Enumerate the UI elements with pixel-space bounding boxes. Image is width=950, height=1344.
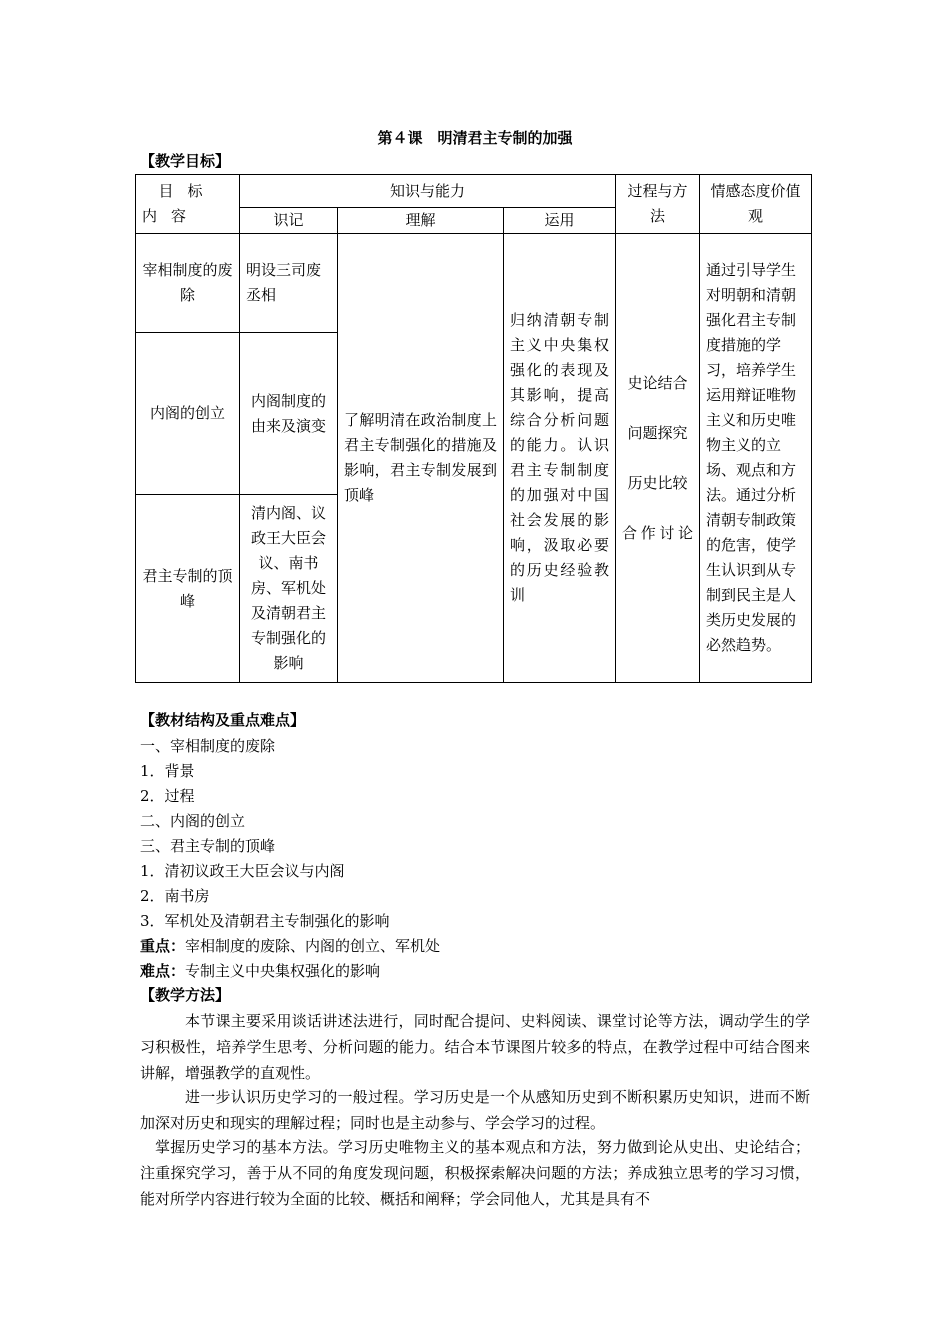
list-item: 3．军机处及清朝君主专制强化的影响: [140, 912, 390, 930]
list-item: 2．过程: [140, 787, 195, 805]
emotion-cell: 通过引导学生对明朝和清朝强化君主专制度措施的学习，培养学生运用辩证唯物主义和历史唯物主义的立场、观点和方法。通过分析清朝专制政策的危害，使学生认识到从专制到民主是人类历史发展的必然趋势。: [700, 234, 812, 683]
process-item: 历史比较: [627, 473, 688, 492]
section-heading-structure: 【教材结构及重点难点】: [140, 711, 306, 729]
difficult-points-text: 专制主义中央集权强化的影响: [185, 962, 381, 980]
understand-cell: 了解明清在政治制度上君主专制强化的措施及影响，君主专制发展到顶峰: [338, 234, 504, 683]
key-points-text: 宰相制度的废除、内阁的创立、军机处: [185, 937, 441, 955]
list-item: 三、君主专制的顶峰: [140, 837, 276, 855]
row-topic: 君主专制的顶峰: [136, 495, 240, 683]
header-knowledge: 知识与能力: [240, 175, 616, 208]
key-points: [140, 934, 440, 959]
method-paragraph: 本节课主要采用谈话讲述法进行，同时配合提问、史料阅读、课堂讨论等方法，调动学生的学习积极性，培养学生思考、分析问题的能力。结合本节课图片较多的特点，在教学过程中可结合图来讲解，增强教学的直观性。: [140, 1012, 810, 1082]
list-item: 1．背景: [140, 762, 195, 780]
list-item: 二、内阁的创立: [140, 812, 246, 830]
section-heading-method: 【教学方法】: [140, 986, 231, 1004]
section-heading-goals: 【教学目标】: [140, 152, 231, 170]
method-paragraph: 进一步认识历史学习的一般过程。学习历史是一个从感知历史到不断积累历史知识，进而不断加深对历史和现实的理解过程；同时也是主动参与、学会学习的过程。: [140, 1088, 810, 1132]
row-topic: 宰相制度的废除: [136, 234, 240, 333]
outline-list: [140, 734, 440, 984]
header-process: 过程与方法: [616, 175, 700, 234]
difficult-points: [140, 959, 440, 984]
process-cell: [616, 234, 700, 683]
corner-label-content: 内容: [142, 207, 201, 225]
row-recall: 内阁制度的由来及演变: [240, 333, 338, 495]
header-recall: 识记: [240, 208, 338, 234]
row-topic: 内阁的创立: [136, 333, 240, 495]
method-paragraph: 掌握历史学习的基本方法。学习历史唯物主义的基本观点和方法，努力做到论从史出、史论结合；注重探究学习，善于从不同的角度发现问题，积极探索解决问题的方法；养成独立思考的学习习惯，能对所学内容进行较为全面的比较、概括和阐释；学会同他人，尤其是具有不: [140, 1138, 810, 1208]
process-item: 史论结合: [627, 373, 688, 392]
key-points-label: 重点：: [140, 937, 186, 955]
header-understand: 理解: [338, 208, 504, 234]
process-item: 合作讨论: [622, 523, 694, 542]
corner-label-goal: 目标: [158, 182, 217, 200]
goals-table: [135, 174, 812, 683]
table-corner-cell: [136, 175, 240, 234]
apply-cell: 归纳清朝专制主义中央集权强化的表现及其影响，提高综合分析问题的能力。认识君主专制制度的加强对中国社会发展的影响，汲取必要的历史经验教训: [504, 234, 616, 683]
list-item: 2．南书房: [140, 887, 210, 905]
page-title: 第４课 明清君主专制的加强: [377, 129, 573, 147]
process-item: 问题探究: [627, 423, 688, 442]
row-recall: 明设三司废丞相: [240, 234, 338, 333]
list-item: 一、宰相制度的废除: [140, 737, 276, 755]
list-item: 1．清初议政王大臣会议与内阁: [140, 862, 345, 880]
row-recall: 清内阁、议政王大臣会议、南书房、军机处及清朝君主专制强化的影响: [240, 495, 338, 683]
difficult-points-label: 难点：: [140, 962, 186, 980]
header-apply: 运用: [504, 208, 616, 234]
header-emotion: 情感态度价值观: [700, 175, 812, 234]
